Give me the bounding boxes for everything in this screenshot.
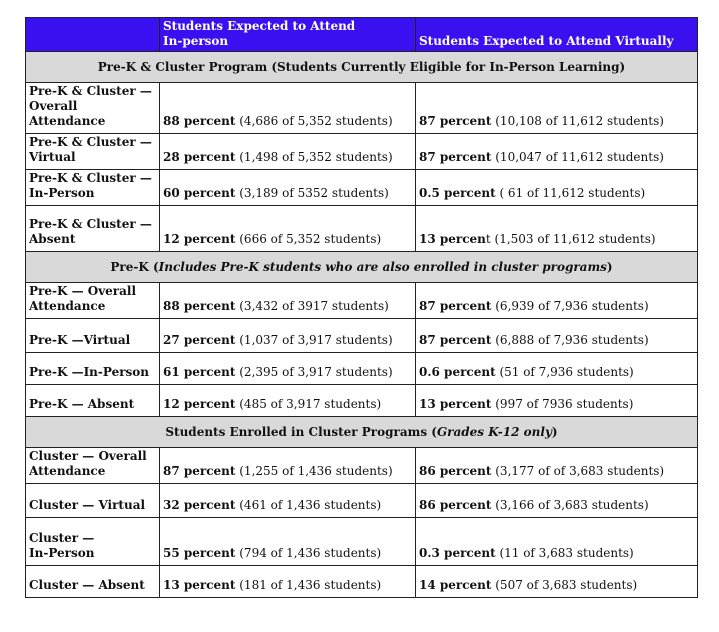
table-row (26, 134, 698, 170)
percent-value: 12 percent (163, 232, 236, 246)
percent-value: 86 percent (419, 498, 492, 512)
student-count: (4,686 of 5,352 students) (235, 114, 393, 128)
student-count: (2,395 of 3,917 students) (235, 365, 393, 379)
header-in-person (160, 18, 416, 52)
percent-value: 87 percent (419, 114, 492, 128)
table-row (26, 319, 698, 353)
table-row (26, 283, 698, 319)
attendance-table (25, 17, 698, 598)
section-title (26, 252, 698, 283)
virtual-cell (416, 385, 698, 417)
header-virtual (416, 18, 698, 52)
in-person-cell (160, 518, 416, 566)
student-count: (3,166 of 3,683 students) (491, 498, 649, 512)
virtual-cell (416, 518, 698, 566)
student-count: (666 of 5,352 students) (235, 232, 382, 246)
table-row (26, 353, 698, 385)
table-row (26, 170, 698, 206)
virtual-cell (416, 83, 698, 134)
student-count: (181 of 1,436 students) (235, 578, 382, 592)
in-person-cell (160, 206, 416, 252)
student-count: (6,939 of 7,936 students) (491, 299, 649, 313)
row-label: Pre-K & Cluster — Absent (26, 206, 160, 252)
percent-value: 87 percent (163, 464, 236, 478)
student-count: (51 of 7,936 students) (495, 365, 634, 379)
student-count: (11 of 3,683 students) (495, 546, 634, 560)
header-in-person-label: Students Expected to Attend In-person (163, 19, 356, 48)
percent-value: 0.5 percent (419, 186, 496, 200)
row-label: Pre-K —Virtual (26, 319, 160, 353)
in-person-cell (160, 448, 416, 484)
row-label: Pre-K & Cluster — In-Person (26, 170, 160, 206)
percent-value: 86 percent (419, 464, 492, 478)
section-header-row (26, 252, 698, 283)
virtual-cell (416, 566, 698, 598)
header-blank-cell (26, 18, 160, 52)
table-row (26, 518, 698, 566)
attendance-table-container (25, 17, 697, 598)
percent-value: 87 percent (419, 150, 492, 164)
percent-value: 87 percent (419, 299, 492, 313)
virtual-cell (416, 448, 698, 484)
percent-value: 27 percent (163, 333, 236, 347)
table-row (26, 484, 698, 518)
section-header-row (26, 417, 698, 448)
in-person-cell (160, 484, 416, 518)
section-title (26, 52, 698, 83)
row-label: Cluster — In-Person (26, 518, 160, 566)
student-count: (794 of 1,436 students) (235, 546, 382, 560)
section-title-text: Students Enrolled in Cluster Programs ( (165, 424, 437, 439)
percent-value: 87 percent (419, 333, 492, 347)
percent-value: 0.6 percent (419, 365, 496, 379)
in-person-cell (160, 134, 416, 170)
in-person-cell (160, 353, 416, 385)
percent-value: 13 percen (419, 232, 486, 246)
percent-value: 88 percent (163, 299, 236, 313)
percent-value: 55 percent (163, 546, 236, 560)
student-count: (3,177 of of 3,683 students) (491, 464, 665, 478)
percent-value: 32 percent (163, 498, 236, 512)
row-label: Cluster — Absent (26, 566, 160, 598)
in-person-cell (160, 319, 416, 353)
virtual-cell (416, 353, 698, 385)
student-count: t (1,503 of 11,612 students) (485, 232, 656, 246)
section-title-italic: Includes Pre-K students who are also enrolled in cluster programs (158, 259, 607, 274)
student-count: (1,255 of 1,436 students) (235, 464, 393, 478)
student-count: (3,432 of 3917 students) (235, 299, 389, 313)
section-title-text: Pre-K ( (110, 259, 159, 274)
row-label: Pre-K —In-Person (26, 353, 160, 385)
row-label: Cluster — Overall Attendance (26, 448, 160, 484)
header-virtual-label: Students Expected to Attend Virtually (419, 34, 674, 48)
student-count: (10,047 of 11,612 students) (491, 150, 664, 164)
in-person-cell (160, 566, 416, 598)
student-count: (1,498 of 5,352 students) (235, 150, 393, 164)
percent-value: 13 percent (163, 578, 236, 592)
in-person-cell (160, 385, 416, 417)
section-title-text: Pre-K & Cluster Program (Students Currently Eligible for In-Person Learning) (97, 59, 626, 74)
student-count: (6,888 of 7,936 students) (491, 333, 649, 347)
student-count: ( 61 of 11,612 students) (495, 186, 646, 200)
student-count: (3,189 of 5352 students) (235, 186, 389, 200)
table-row (26, 448, 698, 484)
percent-value: 88 percent (163, 114, 236, 128)
row-label: Pre-K & Cluster — Virtual (26, 134, 160, 170)
table-row (26, 385, 698, 417)
section-title-close: ) (551, 424, 558, 439)
percent-value: 0.3 percent (419, 546, 496, 560)
section-title (26, 417, 698, 448)
student-count: (485 of 3,917 students) (235, 397, 382, 411)
student-count: (461 of 1,436 students) (235, 498, 382, 512)
virtual-cell (416, 134, 698, 170)
table-row (26, 83, 698, 134)
virtual-cell (416, 319, 698, 353)
student-count: (10,108 of 11,612 students) (491, 114, 664, 128)
row-label: Pre-K & Cluster — Overall Attendance (26, 83, 160, 134)
virtual-cell (416, 283, 698, 319)
in-person-cell (160, 170, 416, 206)
row-label: Cluster — Virtual (26, 484, 160, 518)
percent-value: 28 percent (163, 150, 236, 164)
in-person-cell (160, 283, 416, 319)
row-label: Pre-K — Absent (26, 385, 160, 417)
section-header-row (26, 52, 698, 83)
student-count: (507 of 3,683 students) (491, 578, 638, 592)
percent-value: 60 percent (163, 186, 236, 200)
row-label: Pre-K — Overall Attendance (26, 283, 160, 319)
percent-value: 13 percent (419, 397, 492, 411)
virtual-cell (416, 206, 698, 252)
virtual-cell (416, 170, 698, 206)
student-count: (997 of 7936 students) (491, 397, 634, 411)
table-header-row (26, 18, 698, 52)
table-row (26, 566, 698, 598)
percent-value: 61 percent (163, 365, 236, 379)
table-row (26, 206, 698, 252)
percent-value: 12 percent (163, 397, 236, 411)
student-count: (1,037 of 3,917 students) (235, 333, 393, 347)
in-person-cell (160, 83, 416, 134)
section-title-italic: Grades K-12 only (436, 424, 552, 439)
percent-value: 14 percent (419, 578, 492, 592)
virtual-cell (416, 484, 698, 518)
section-title-close: ) (606, 259, 613, 274)
